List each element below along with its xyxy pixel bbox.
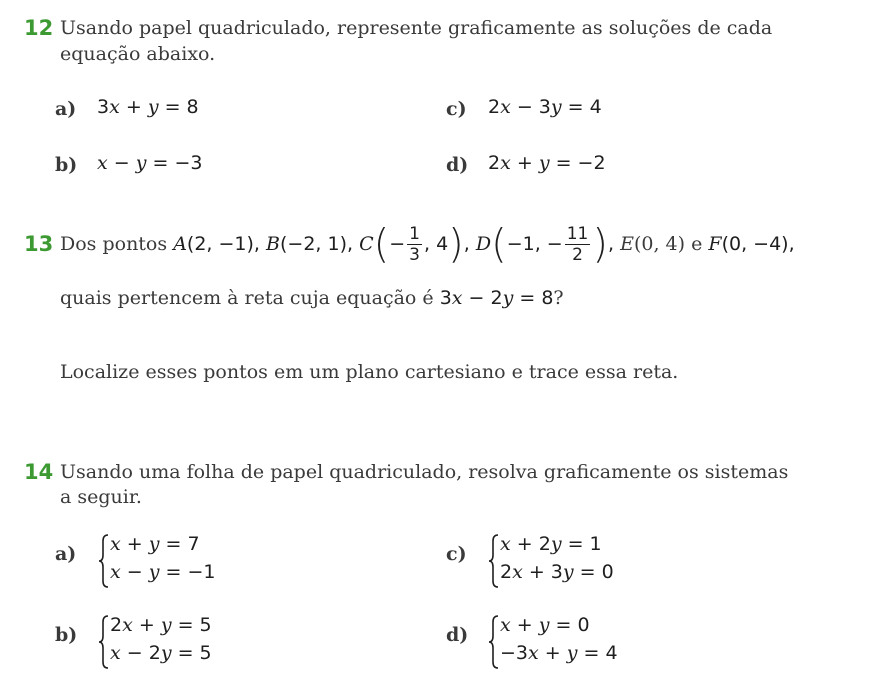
item-12b-label: b) <box>55 154 78 176</box>
question-13-text-line1 <box>60 220 795 268</box>
point-c: C(− $\frac{1}{3}$ , 4), <box>359 221 470 268</box>
item-14d-eq1: x + y = 0 <box>500 614 590 636</box>
question-14-text-line2: a seguir. <box>60 486 142 508</box>
item-14b-eq1: 2x + y = 5 <box>110 614 212 636</box>
question-number-14: 14 <box>24 460 54 484</box>
item-14b-eq2: x − 2y = 5 <box>110 642 212 664</box>
item-14d-eq2: −3x + y = 4 <box>500 642 618 664</box>
question-14-text-line1: Usando uma folha de papel quadriculado, resolva graficamente os sistemas <box>60 461 789 483</box>
item-14c-eq1: x + 2y = 1 <box>500 533 602 555</box>
item-14a-eq2: x − y = −1 <box>110 561 216 583</box>
q13-equation: 3x − 2y = 8 <box>439 287 554 309</box>
q13-intro: Dos pontos <box>60 233 168 255</box>
item-12a-equation: 3x + y = 8 <box>97 96 199 118</box>
item-14b-label: b) <box>55 624 78 646</box>
item-12c-label: c) <box>446 98 467 120</box>
item-14a-label: a) <box>55 543 77 565</box>
item-14c-label: c) <box>446 543 467 565</box>
q13-connector: e <box>691 233 703 255</box>
left-brace-icon <box>488 533 500 589</box>
point-e: E(0, 4) <box>620 233 686 255</box>
item-14c-eq2: 2x + 3y = 0 <box>500 561 614 583</box>
item-14a-eq1: x + y = 7 <box>110 533 200 555</box>
left-brace-icon <box>488 614 500 670</box>
item-12b-equation: x − y = −3 <box>97 152 203 174</box>
question-13-text-line3: Localize esses pontos em um plano cartesiano e trace essa reta. <box>60 361 679 383</box>
question-13-text-line2: quais pertencem à reta cuja equação é 3x − 2y = 8? <box>60 287 564 309</box>
question-12-text-line1: Usando papel quadriculado, represente graficamente as soluções de cada <box>60 17 773 39</box>
item-12d-label: d) <box>446 154 469 176</box>
question-12-text-line2: equação abaixo. <box>60 43 216 65</box>
point-b: B(−2, 1), <box>266 233 354 255</box>
point-a: A(2, −1), <box>173 233 260 255</box>
point-f: F(0, −4), <box>708 233 795 255</box>
item-12d-equation: 2x + y = −2 <box>488 152 606 174</box>
point-d: D(−1, − $\frac{11}{2}$ ), <box>475 221 615 268</box>
left-brace-icon <box>98 533 110 589</box>
item-12a-label: a) <box>55 98 77 120</box>
item-14d-label: d) <box>446 624 469 646</box>
question-number-12: 12 <box>24 16 54 40</box>
left-brace-icon <box>98 614 110 670</box>
question-number-13: 13 <box>24 232 54 256</box>
item-12c-equation: 2x − 3y = 4 <box>488 96 602 118</box>
